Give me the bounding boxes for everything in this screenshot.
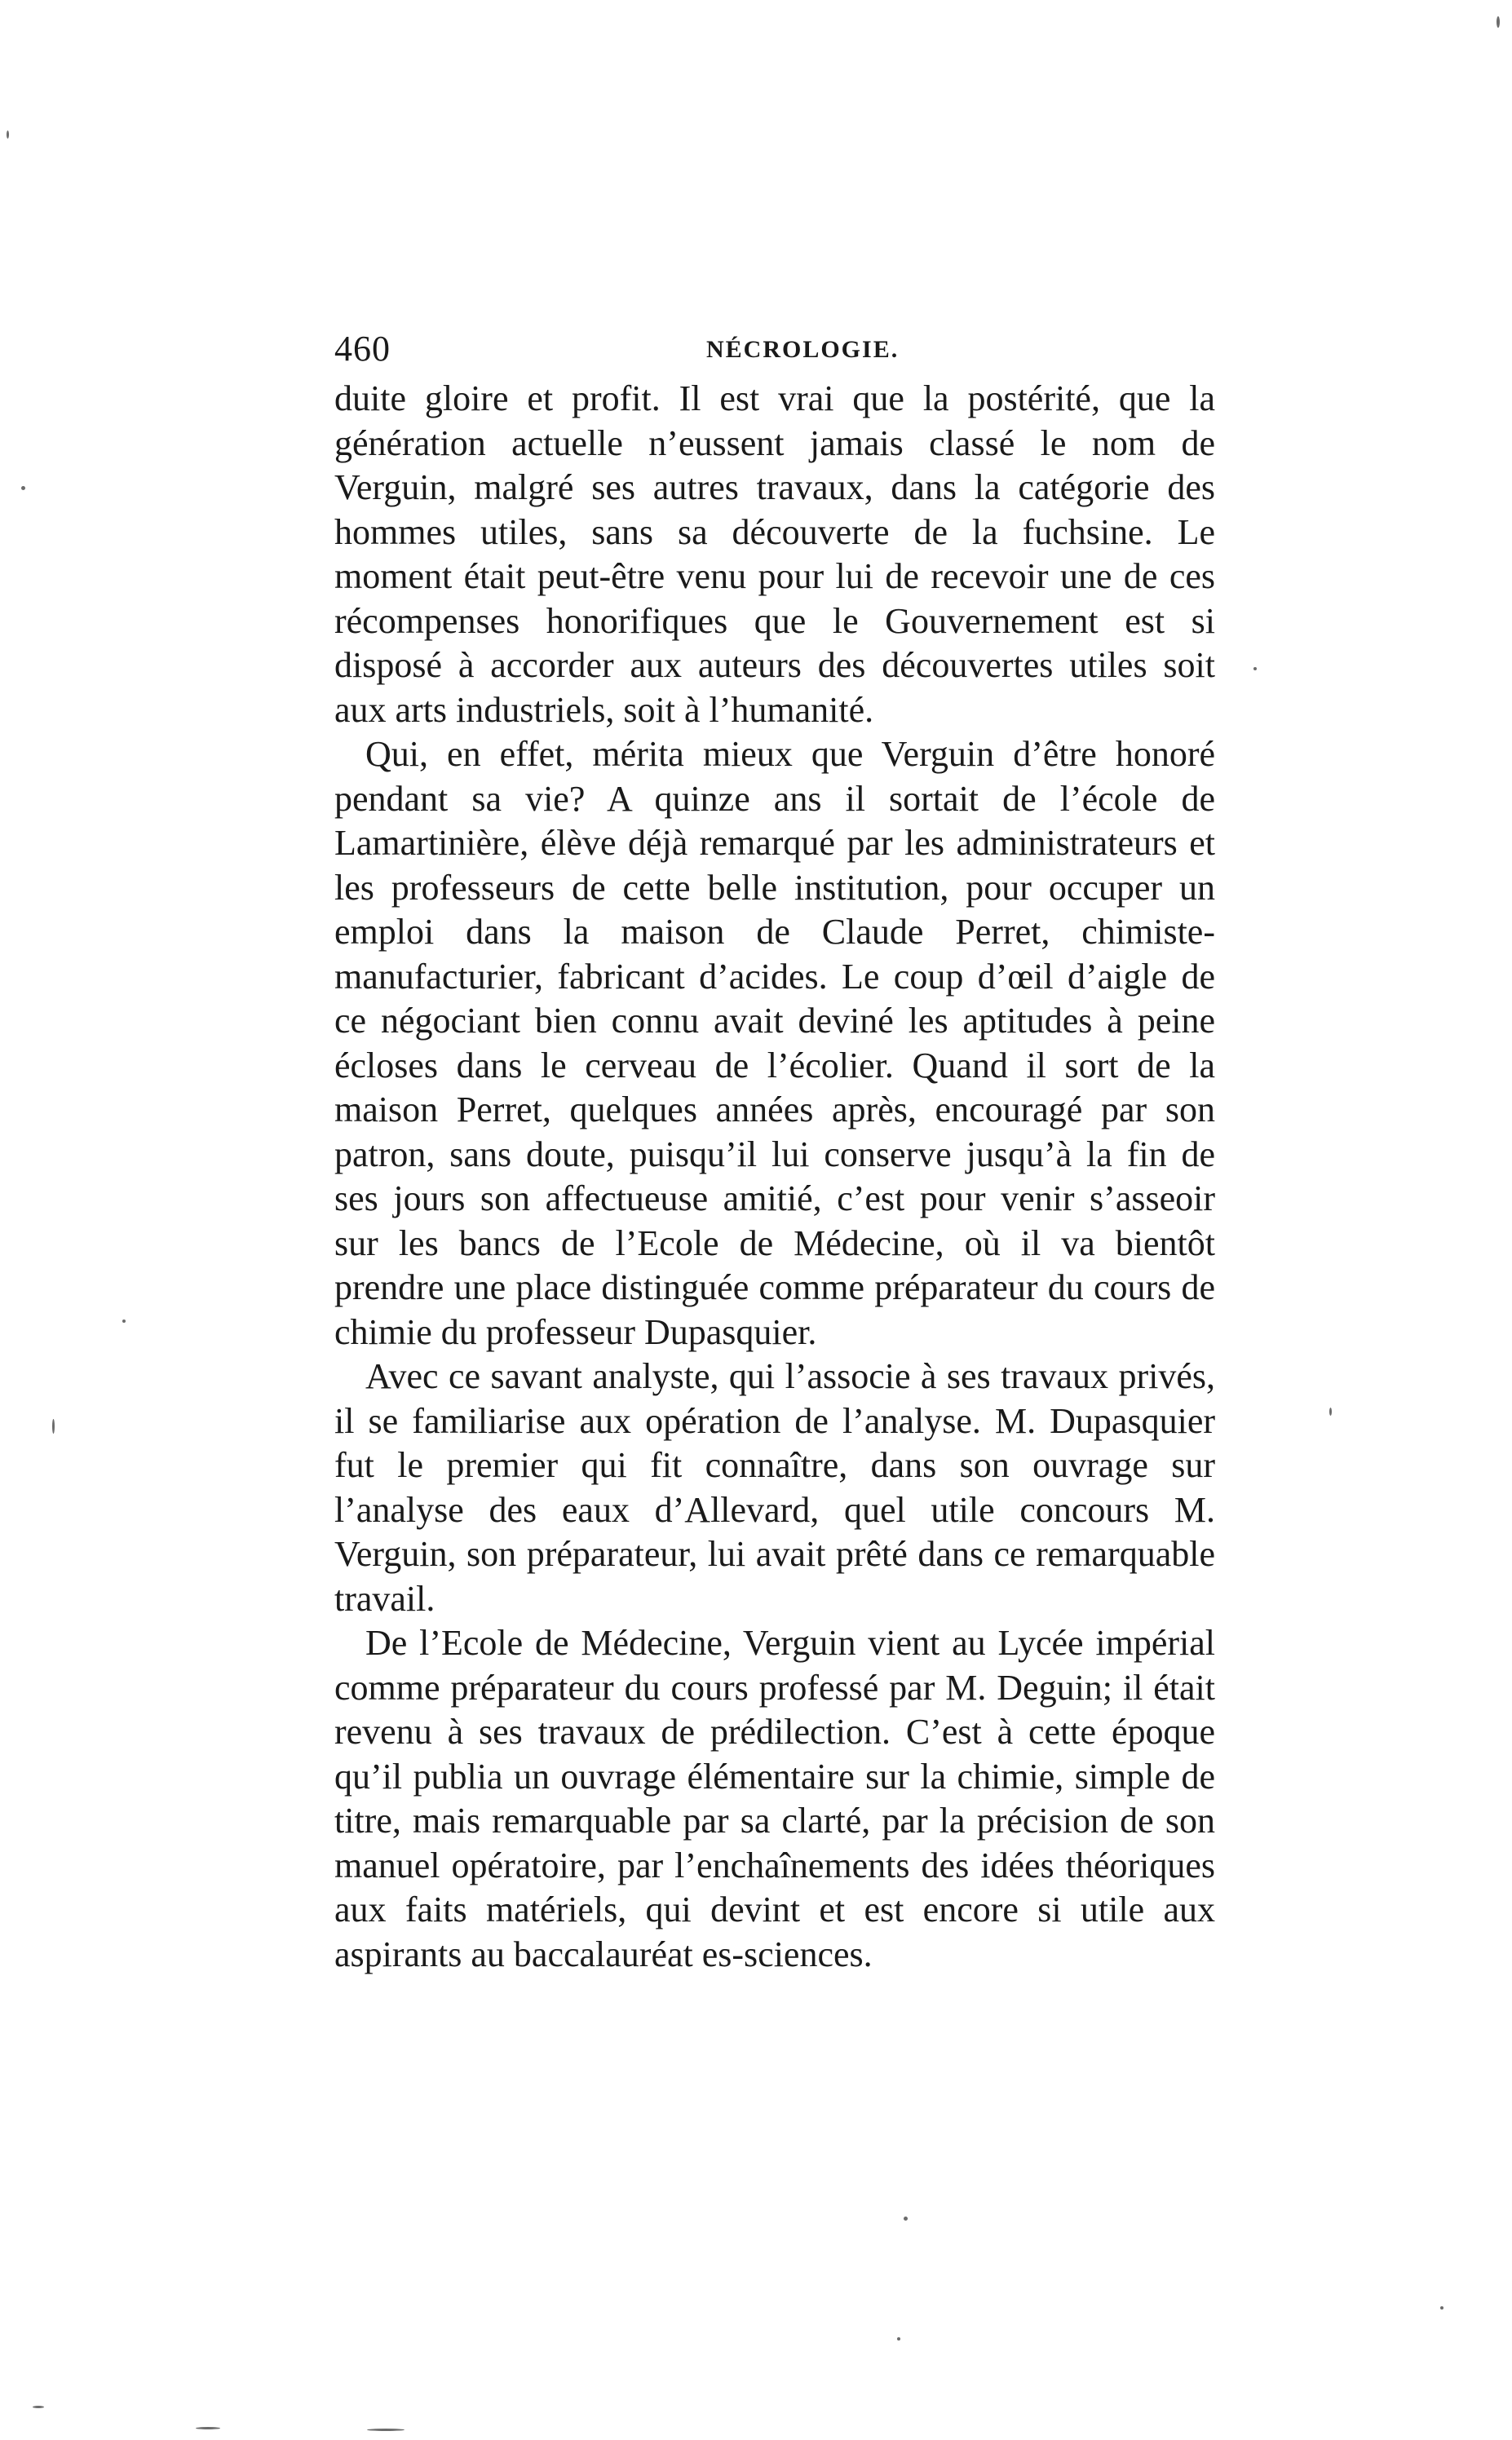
scan-speck [122, 1319, 126, 1323]
scan-speck [196, 2427, 220, 2429]
paragraph: Qui, en effet, mérita mieux que Verguin d’être honoré pendant sa vie? A quinze ans il sortait de l’école de Lamartinière, élève déjà remarqué par les administrateurs et les professeurs de cette belle institution, pour occuper un emploi dans la maison de Claude Perret, chimiste-manufacturier, fabricant d’acides. Le coup d’œil d’aigle de ce négociant bien connu avait deviné les aptitudes à peine écloses dans le cerveau de l’écolier. Quand il sort de la maison Perret, quelques années après, encouragé par son patron, sans doute, puisqu’il lui conserve jusqu’à la fin de ses jours son affectueuse amitié, c’est pour venir s’asseoir sur les bancs de l’Ecole de Médecine, où il va bientôt prendre une place distinguée comme préparateur du cours de chimie du professeur Dupasquier. [334, 734, 1215, 1352]
scan-speck [1440, 2306, 1443, 2310]
body-text [334, 377, 1215, 1977]
page-header [334, 325, 1215, 374]
scan-speck [1497, 16, 1500, 28]
running-title: NÉCROLOGIE. [706, 336, 900, 363]
scan-speck [52, 1419, 55, 1434]
scan-speck [7, 130, 9, 139]
scan-speck [897, 2337, 900, 2341]
scan-speck [33, 2406, 44, 2408]
scan-speck [1253, 667, 1257, 670]
scan-speck [21, 486, 25, 490]
page-number: 460 [334, 329, 391, 369]
paragraph: De l’Ecole de Médecine, Verguin vient au Lycée impérial comme préparateur du cours professé par M. Deguin; il était revenu à ses travaux de prédilection. C’est à cette époque qu’il publia un ouvrage élémentaire sur la chimie, simple de titre, mais remarquable par sa clarté, par la précision de son manuel opératoire, par l’enchaînements des idées théoriques aux faits matériels, qui devint et est encore si utile aux aspirants au baccalauréat es-sciences. [334, 1623, 1215, 1974]
paragraph: duite gloire et profit. Il est vrai que la postérité, que la génération actuelle n’eussent jamais classé le nom de Verguin, malgré ses autres travaux, dans la catégorie des hommes utiles, sans sa découverte de la fuchsine. Le moment était peut-être venu pour lui de recevoir une de ces récompenses honorifiques que le Gouvernement est si disposé à accorder aux auteurs des découvertes utiles soit aux arts industriels, soit à l’humanité. [334, 378, 1215, 730]
paragraph: Avec ce savant analyste, qui l’associe à ses travaux privés, il se familiarise aux opération de l’analyse. M. Dupasquier fut le premier qui fit connaître, dans son ouvrage sur l’analyse des eaux d’Allevard, quel utile concours M. Verguin, son préparateur, lui avait prêté dans ce remarquable travail. [334, 1356, 1215, 1619]
scan-speck [904, 2217, 908, 2221]
scan-speck [367, 2429, 405, 2431]
scan-speck [1329, 1408, 1332, 1416]
